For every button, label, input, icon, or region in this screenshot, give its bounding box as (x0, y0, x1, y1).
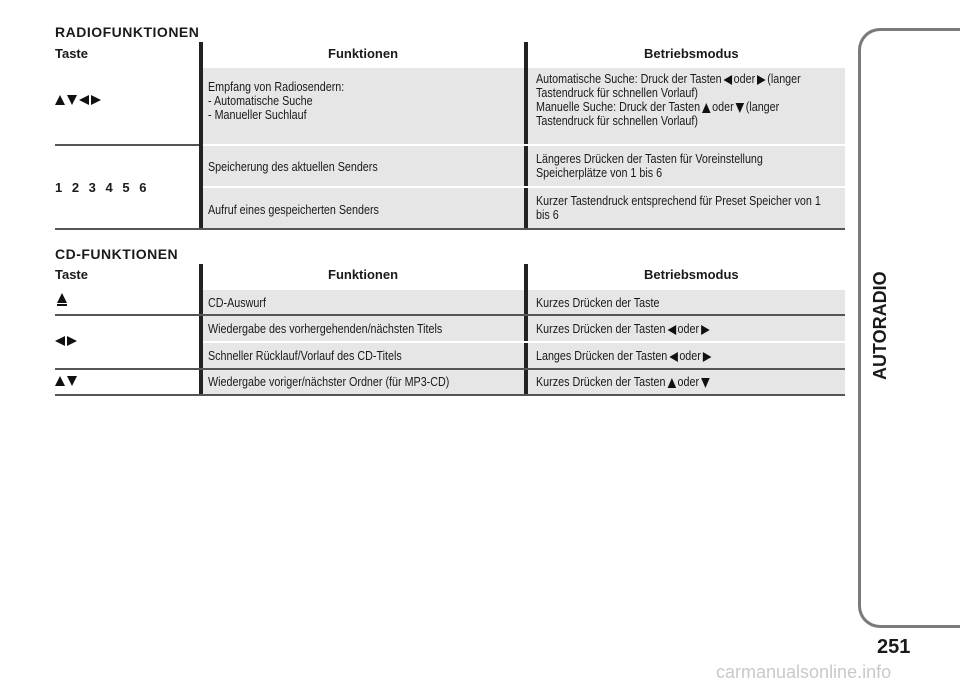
left-arrow-icon (55, 336, 65, 346)
cd-row2-betrieb: Kurzes Drücken der Tasten oder (536, 322, 711, 336)
down-arrow-icon (67, 376, 77, 386)
right-arrow-icon (757, 75, 766, 85)
radio-key-presets: 1 2 3 4 5 6 (55, 180, 150, 195)
down-arrow-icon (701, 378, 710, 388)
left-arrow-icon (669, 352, 678, 362)
radio-row-sep-2 (203, 186, 845, 188)
cd-header-taste: Taste (55, 267, 88, 282)
radio-row-sep-1 (203, 144, 845, 146)
radio-row1-betrieb: Automatische Suche: Druck der Tasten oder (langer Tastendruck für schnellen Vorlauf) Manuelle Suche: Druck der Tasten oder (langer Tastendruck für schnellen Vorlauf) (536, 72, 801, 128)
cd-bottom-line (55, 394, 845, 396)
right-arrow-icon (701, 325, 710, 335)
up-arrow-icon (702, 103, 711, 113)
cd-row-sep-2 (203, 341, 845, 343)
cd-row-sep-3 (55, 368, 845, 370)
radio-key-arrows (55, 95, 101, 105)
right-arrow-icon (91, 95, 101, 105)
cd-divider-1 (199, 264, 203, 396)
watermark: carmanualsonline.info (716, 662, 892, 682)
cd-row1-betrieb: Kurzes Drücken der Taste (536, 296, 660, 310)
cd-row3-funktion: Schneller Rücklauf/Vorlauf des CD-Titels (208, 349, 402, 363)
up-arrow-icon (55, 95, 65, 105)
radio-divider-2 (524, 42, 528, 230)
radio-bottom-line (55, 228, 845, 230)
radio-row3-funktion: Aufruf eines gespeicherten Senders (208, 203, 379, 217)
cd-divider-2 (524, 264, 528, 396)
left-arrow-icon (79, 95, 89, 105)
cd-row4-betrieb: Kurzes Drücken der Tasten oder (536, 375, 711, 389)
radio-row3-betrieb: Kurzer Tastendruck entsprechend für Preset Speicher von 1 bis 6 (536, 194, 821, 222)
cd-header-funktionen: Funktionen (328, 267, 399, 282)
right-arrow-icon (703, 352, 712, 362)
left-arrow-icon (723, 75, 732, 85)
cd-key-left-right (55, 336, 77, 346)
radio-key-sep (55, 144, 199, 146)
down-arrow-icon (67, 95, 77, 105)
right-arrow-icon (67, 336, 77, 346)
radio-row2-betrieb: Längeres Drücken der Tasten für Voreinstellung Speicherplätze von 1 bis 6 (536, 152, 763, 180)
eject-icon (57, 293, 67, 303)
cd-section-title: CD-FUNKTIONEN (55, 246, 179, 262)
cd-row3-betrieb: Langes Drücken der Tasten oder (536, 349, 713, 363)
cd-row4-funktion: Wiedergabe voriger/nächster Ordner (für MP3-CD) (208, 375, 450, 389)
down-arrow-icon (735, 103, 744, 113)
radio-row2-funktion: Speicherung des aktuellen Senders (208, 160, 378, 174)
radio-divider-1 (199, 42, 203, 230)
radio-header-betrieb: Betriebsmodus (644, 46, 739, 61)
left-arrow-icon (667, 325, 676, 335)
chapter-tab-label: AUTORADIO (870, 271, 890, 380)
cd-key-up-down (55, 376, 77, 386)
up-arrow-icon (667, 378, 676, 388)
radio-header-funktionen: Funktionen (328, 46, 399, 61)
cd-row1-funktion: CD-Auswurf (208, 296, 266, 310)
page-number: 251 (877, 636, 911, 658)
cd-key-eject (57, 293, 67, 306)
up-arrow-icon (55, 376, 65, 386)
radio-header-taste: Taste (55, 46, 88, 61)
cd-header-betrieb: Betriebsmodus (644, 267, 739, 282)
cd-row2-funktion: Wiedergabe des vorhergehenden/nächsten Titels (208, 322, 443, 336)
cd-row-sep-1 (55, 314, 845, 316)
radio-row1-funktion: Empfang von Radiosendern: - Automatische Suche - Manueller Suchlauf (208, 80, 345, 122)
radio-section-title: RADIOFUNKTIONEN (55, 24, 200, 40)
